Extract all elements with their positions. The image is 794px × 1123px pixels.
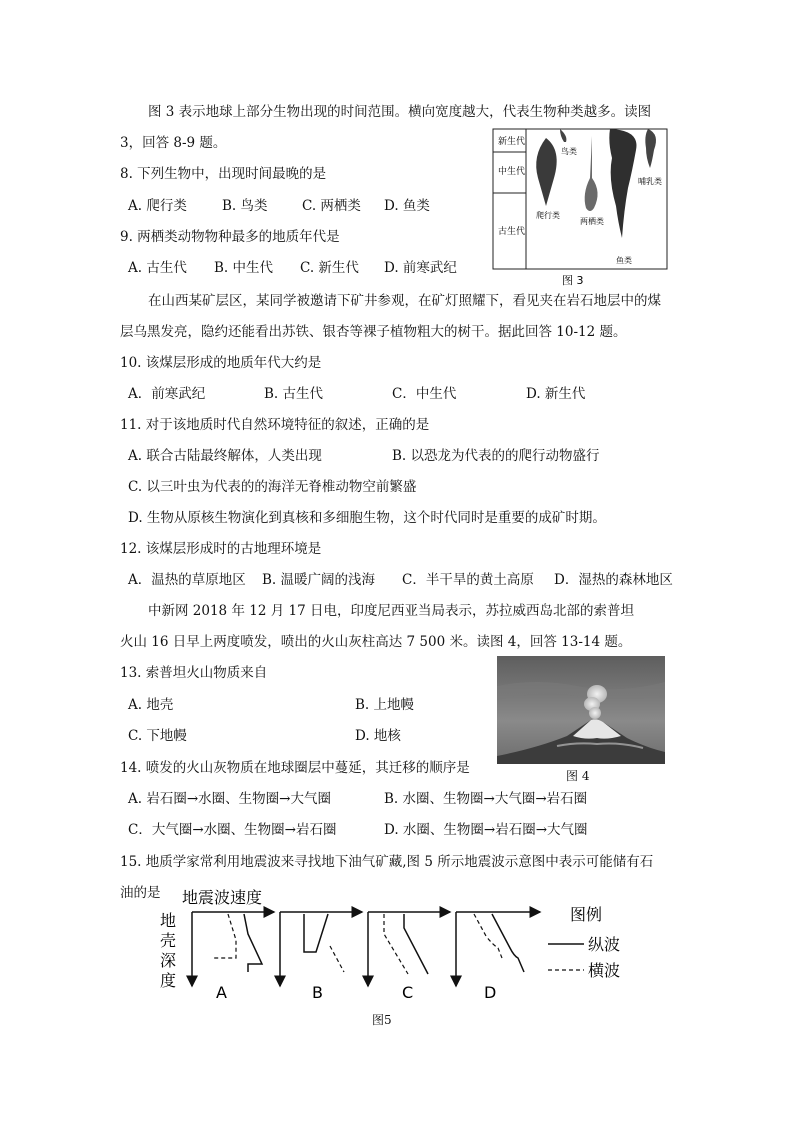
fig5-panel-d bbox=[456, 912, 540, 1002]
q13-option-a: A. 地壳 bbox=[128, 697, 174, 713]
q11-option-c: C. 以三叶虫为代表的的海洋无脊椎动物空前繁盛 bbox=[128, 479, 417, 495]
fig5-panel-a bbox=[192, 912, 274, 1002]
intro-fig3-line1: 图 3 表示地球上部分生物出现的时间范围。横向宽度越大，代表生物种类越多。读图 bbox=[148, 104, 652, 120]
figure4-caption: 图 4 bbox=[566, 769, 590, 783]
fig3-mammals-shape bbox=[645, 129, 656, 168]
q15-stem-line2: 油的是 bbox=[120, 885, 161, 901]
q8-option-a: A. 爬行类 bbox=[128, 198, 187, 214]
q14-option-c: C．大气圈→水圈、生物圈→岩石圈 bbox=[128, 822, 337, 838]
fig5-legend-p: 纵波 bbox=[588, 935, 621, 954]
intro-coal-line2: 层乌黑发亮，隐约还能看出苏铁、银杏等裸子植物粗大的树干。据此回答 10-12 题。 bbox=[120, 324, 627, 340]
q11-stem: 11. 对于该地质时代自然环境特征的叙述，正确的是 bbox=[120, 417, 430, 433]
q13-option-c: C. 下地幔 bbox=[128, 728, 187, 744]
q9-option-a: A. 古生代 bbox=[128, 260, 187, 276]
fig5-panel-c bbox=[368, 912, 450, 1002]
fig3-label-birds: 鸟类 bbox=[561, 147, 577, 156]
q14-option-a: A. 岩石圈→水圈、生物圈→大气圈 bbox=[128, 791, 331, 807]
q14-stem: 14. 喷发的火山灰物质在地球圈层中蔓延，其迁移的顺序是 bbox=[120, 760, 470, 776]
fig3-label-amphibians: 两栖类 bbox=[580, 217, 604, 226]
fig3-label-fish: 鱼类 bbox=[616, 256, 632, 265]
q8-stem: 8. 下列生物中，出现时间最晚的是 bbox=[120, 166, 327, 182]
fig3-label-mammals: 哺乳类 bbox=[638, 177, 662, 186]
figure3 bbox=[490, 128, 670, 292]
q9-option-c: C. 新生代 bbox=[300, 260, 359, 276]
fig3-caption: 图 3 bbox=[562, 274, 584, 287]
q13-option-b: B. 上地幔 bbox=[355, 697, 415, 713]
fig5-y-char-2: 壳 bbox=[160, 931, 177, 950]
fig3-era-paleozoic: 古生代 bbox=[498, 227, 526, 237]
intro-fig3-line2: 3，回答 8-9 题。 bbox=[120, 135, 227, 151]
fig5-legend-s: 横波 bbox=[588, 961, 621, 980]
intro-volcano-line1: 中新网 2018 年 12 月 17 日电，印度尼西亚当局表示，苏拉威西岛北部的索普坦 bbox=[148, 603, 634, 619]
fig3-era-mesozoic: 中生代 bbox=[498, 167, 526, 177]
q12-stem: 12. 该煤层形成时的古地理环境是 bbox=[120, 541, 322, 557]
q11-option-d: D. 生物从原核生物演化到真核和多细胞生物，这个时代同时是重要的成矿时期。 bbox=[128, 510, 606, 526]
figure5-caption: 图5 bbox=[372, 1013, 392, 1027]
q10-option-b: B. 古生代 bbox=[264, 386, 324, 402]
q13-option-d: D. 地核 bbox=[355, 728, 401, 744]
fig3-era-cenozoic: 新生代 bbox=[498, 137, 526, 147]
fig5-legend-title: 图例 bbox=[570, 905, 603, 924]
fig3-label-reptiles: 爬行类 bbox=[536, 211, 560, 220]
q10-option-a: A．前寒武纪 bbox=[128, 386, 206, 402]
fig5-label-c: C bbox=[402, 983, 414, 1002]
q9-option-d: D. 前寒武纪 bbox=[384, 260, 457, 276]
fig3-reptiles-shape bbox=[536, 138, 556, 206]
intro-volcano-line2: 火山 16 日早上两度喷发，喷出的火山灰柱高达 7 500 米。读图 4，回答 13-14 题。 bbox=[120, 634, 632, 650]
q11-option-a: A. 联合古陆最终解体，人类出现 bbox=[128, 448, 322, 464]
fig5-legend bbox=[548, 905, 620, 980]
fig5-label-d: D bbox=[484, 983, 497, 1002]
q13-stem: 13. 索普坦火山物质来自 bbox=[120, 665, 268, 681]
q8-option-b: B. 鸟类 bbox=[222, 198, 268, 214]
fig5-panel-b bbox=[280, 912, 362, 1002]
q9-stem: 9. 两栖类动物物种最多的地质年代是 bbox=[120, 229, 340, 245]
fig5-y-char-4: 度 bbox=[160, 971, 177, 990]
q10-option-d: D. 新生代 bbox=[526, 386, 586, 402]
figure5-seismic-diagram bbox=[152, 888, 642, 1012]
q10-option-c: C．中生代 bbox=[392, 386, 457, 402]
q15-stem-line1: 15. 地质学家常利用地震波来寻找地下油气矿藏,图 5 所示地震波示意图中表示可能储有石 bbox=[120, 854, 654, 870]
q12-option-d: D．湿热的森林地区 bbox=[554, 572, 673, 588]
q12-option-a: A．温热的草原地区 bbox=[128, 572, 246, 588]
q14-option-d: D. 水圈、生物圈→岩石圈→大气圈 bbox=[384, 822, 588, 838]
fig3-birds-shape bbox=[560, 129, 566, 142]
figure4-volcano-photo bbox=[497, 656, 665, 768]
q8-option-c: C. 两栖类 bbox=[302, 198, 361, 214]
fig5-label-a: A bbox=[216, 983, 227, 1002]
q14-option-b: B. 水圈、生物圈→大气圈→岩石圈 bbox=[384, 791, 588, 807]
q12-option-b: B. 温暖广阔的浅海 bbox=[262, 572, 376, 588]
q12-option-c: C．半干旱的黄土高原 bbox=[402, 572, 534, 588]
q10-stem: 10. 该煤层形成的地质年代大约是 bbox=[120, 355, 322, 371]
q9-option-b: B. 中生代 bbox=[214, 260, 274, 276]
fig3-fish-shape bbox=[609, 129, 636, 238]
intro-coal-line1: 在山西某矿层区，某同学被邀请下矿井参观，在矿灯照耀下，看见夹在岩石地层中的煤 bbox=[148, 293, 661, 309]
fig3-amphibians-shape bbox=[585, 136, 598, 211]
fig5-label-b: B bbox=[312, 983, 323, 1002]
q11-option-b: B. 以恐龙为代表的的爬行动物盛行 bbox=[392, 448, 600, 464]
fig5-y-char-1: 地 bbox=[160, 911, 177, 930]
fig5-x-axis-title: 地震波速度 bbox=[182, 888, 263, 907]
fig5-y-char-3: 深 bbox=[160, 951, 177, 970]
q8-option-d: D. 鱼类 bbox=[384, 198, 430, 214]
